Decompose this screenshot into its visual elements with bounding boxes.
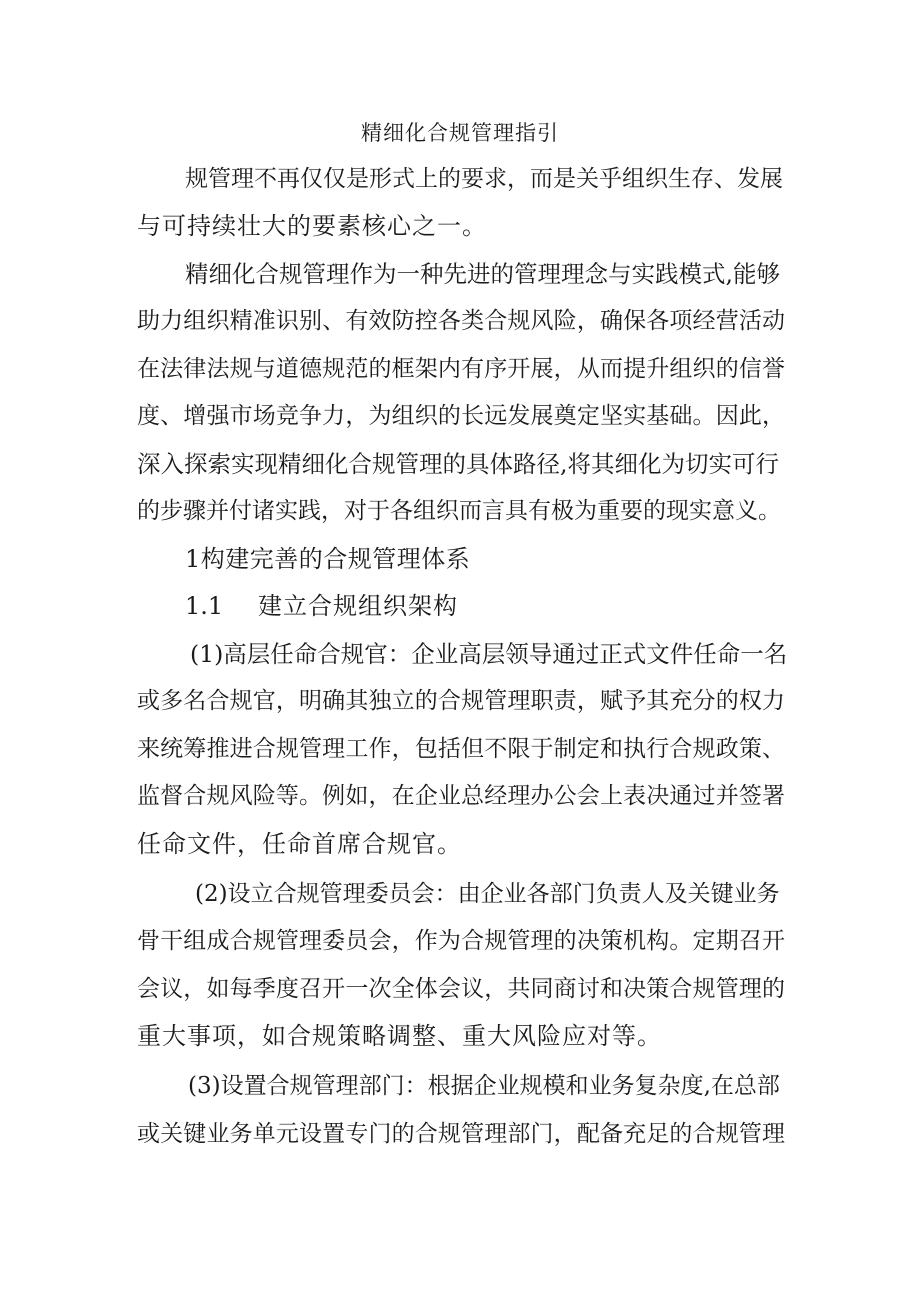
paragraph-line: 在法律法规与道德规范的框架内有序开展，从而提升组织的信誉 xyxy=(137,356,785,382)
paragraph-line: 的步骤并付诸实践，对于各组织而言具有极为重要的现实意义。 xyxy=(137,498,781,524)
paragraph-line: 精细化合规管理作为一种先进的管理理念与实践模式,能够 xyxy=(185,260,780,288)
item-line: 监督合规风险等。例如，在企业总经理办公会上表决通过并签署 xyxy=(137,783,785,809)
subsection-number: 1.1 xyxy=(185,592,224,620)
item-line: (1)高层任命合规官：企业高层领导通过正式文件任命一名 xyxy=(190,640,788,668)
item-line: (3)设置合规管理部门：根据企业规模和业务复杂度,在总部 xyxy=(188,1073,780,1099)
section-heading: 1构建完善的合规管理体系 xyxy=(185,545,471,573)
item-line: 或多名合规官，明确其独立的合规管理职责，赋予其充分的权力 xyxy=(137,688,785,714)
paragraph-line: 深入探索实现精细化合规管理的具体路径,将其细化为切实可行 xyxy=(137,450,779,478)
item-line: 骨干组成合规管理委员会，作为合规管理的决策机构。定期召开 xyxy=(137,928,785,954)
item-line: 任命文件，任命首席合规官。 xyxy=(137,830,462,858)
item-line: 或关键业务单元设置专门的合规管理部门，配备充足的合规管理 xyxy=(137,1121,785,1147)
item-line: 重大事项，如合规策略调整、重大风险应对等。 xyxy=(137,1022,662,1050)
item-line: (2)设立合规管理委员会：由企业各部门负责人及关键业务 xyxy=(195,881,780,907)
paragraph-line: 度、增强市场竞争力，为组织的长远发展奠定坚实基础。因此， xyxy=(137,403,785,429)
paragraph-line: 助力组织精准识别、有效防控各类合规风险，确保各项经营活动 xyxy=(137,308,785,334)
item-line: 来统筹推进合规管理工作，包括但不限于制定和执行合规政策、 xyxy=(137,736,785,762)
document-title: 精细化合规管理指引 xyxy=(361,121,559,145)
subsection-heading: 建立合规组织架构 xyxy=(258,592,458,620)
item-line: 会议，如每季度召开一次全体会议，共同商讨和决策合规管理的 xyxy=(137,976,785,1002)
paragraph-line: 与可持续壮大的要素核心之一。 xyxy=(137,212,487,240)
paragraph-line: 规管理不再仅仅是形式上的要求，而是关乎组织生存、发展 xyxy=(185,166,783,192)
